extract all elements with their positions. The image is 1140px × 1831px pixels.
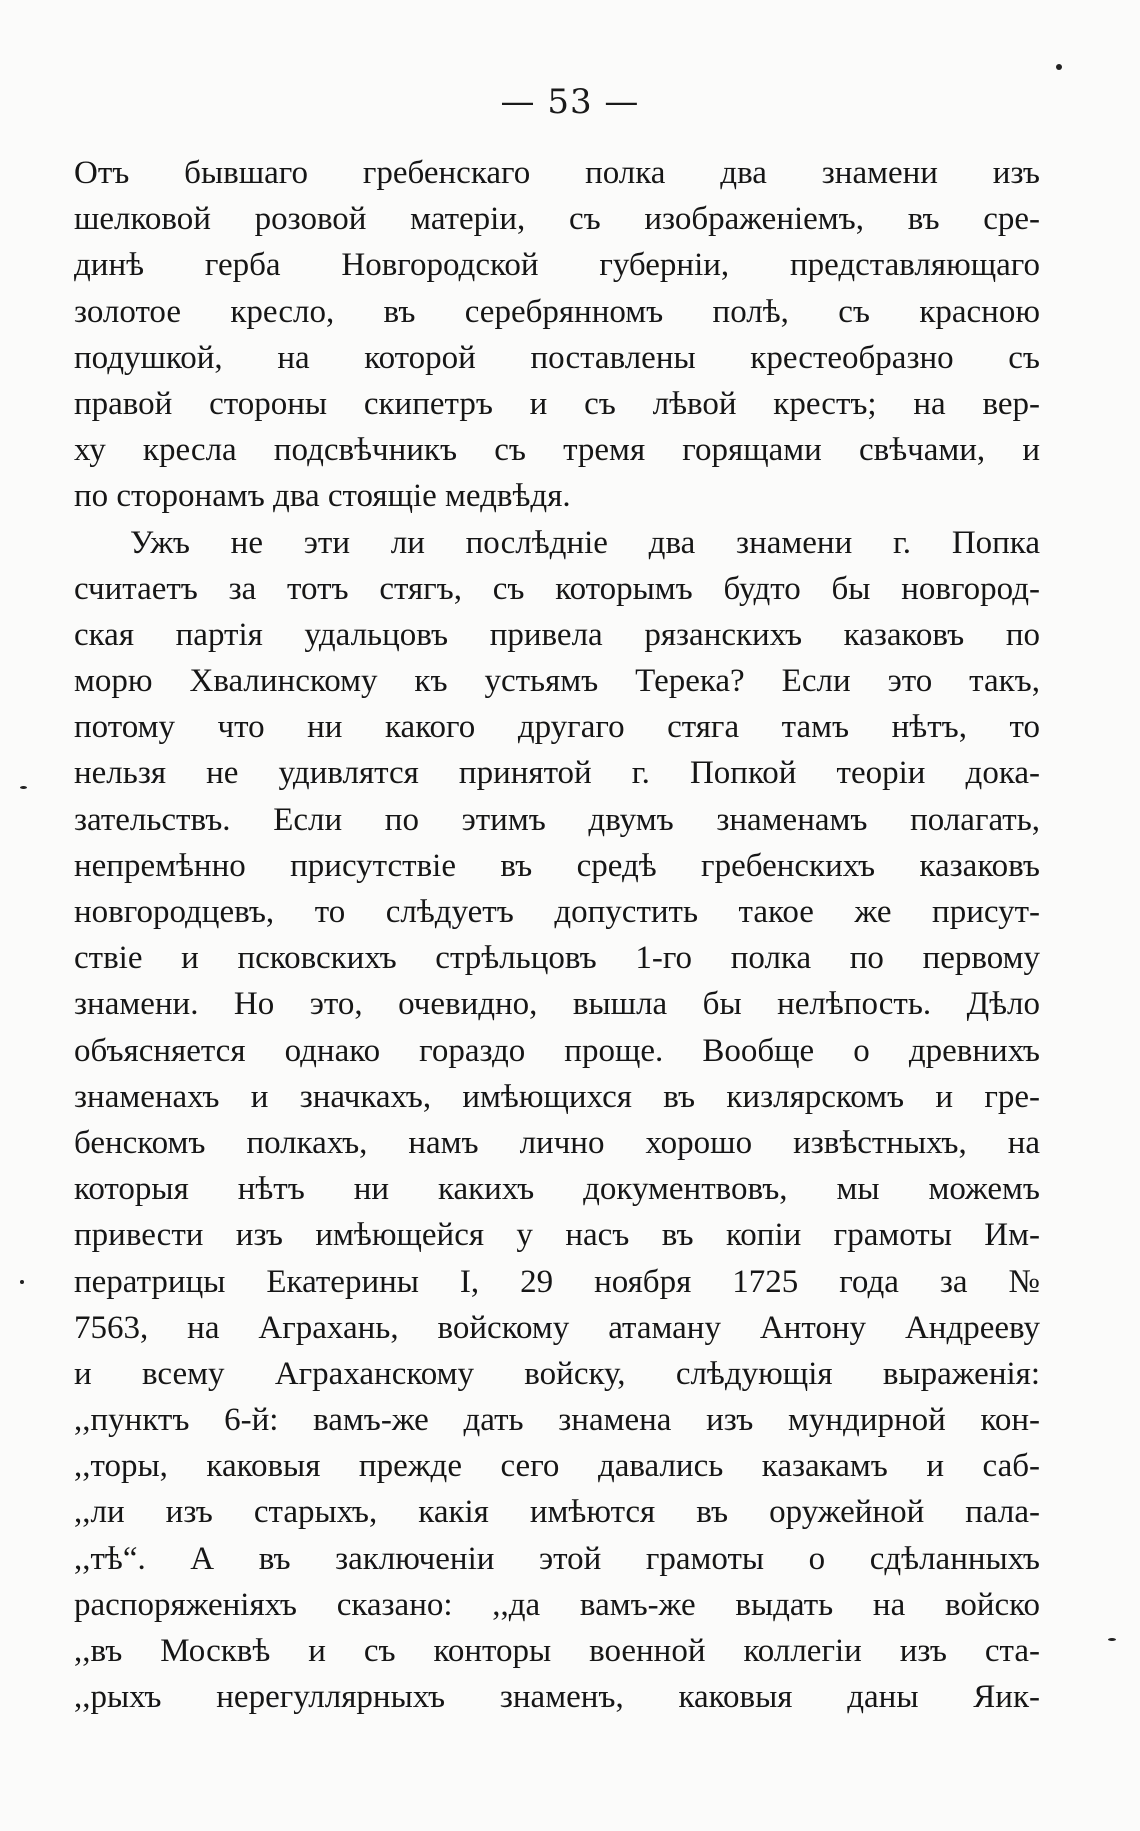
text-line: подушкой, на которой поставлены крестеобразно съ xyxy=(74,339,1040,376)
text-line: ,,ли изъ старыхъ, какія имѣются въ оружейной пала- xyxy=(74,1494,1040,1531)
text-line: и всему Аграханскому войску, слѣдующія выраженія: xyxy=(74,1355,1040,1392)
text-line: динѣ герба Новгородской губерніи, представляющаго xyxy=(74,247,1040,284)
text-line: которыя нѣтъ ни какихъ документвовъ, мы можемъ xyxy=(74,1171,1040,1208)
text-line: шелковой розовой матеріи, съ изображеніемъ, въ сре- xyxy=(74,201,1040,238)
print-speck xyxy=(1108,1638,1116,1641)
print-speck xyxy=(20,786,27,789)
text-line: знаменахъ и значкахъ, имѣющихся въ кизлярскомъ и гре- xyxy=(74,1078,1040,1115)
text-line: новгородцевъ, то слѣдуетъ допустить такое же присут- xyxy=(74,894,1040,930)
text-line: зательствъ. Если по этимъ двумъ знаменамъ полагать, xyxy=(74,801,1040,838)
text-line: непремѣнно присутствіе въ средѣ гребенскихъ казаковъ xyxy=(74,847,1040,884)
text-line: Ужъ не эти ли послѣдніе два знамени г. Попка xyxy=(130,524,1040,561)
print-speck xyxy=(1056,64,1062,70)
text-line: распоряженіяхъ сказано: ,,да вамъ-же выдать на войско xyxy=(74,1586,1040,1623)
text-line: ствіе и псковскихъ стрѣльцовъ 1-го полка по первому xyxy=(74,940,1040,977)
print-speck xyxy=(20,1280,24,1284)
text-line: золотое кресло, въ серебрянномъ полѣ, съ красною xyxy=(74,293,1040,330)
text-line: ператрицы Екатерины I, 29 ноября 1725 года за № xyxy=(74,1263,1040,1300)
text-line: морю Хвалинскому къ устьямъ Терека? Если это такъ, xyxy=(74,663,1040,700)
text-line: объясняется однако гораздо проще. Вообще о древнихъ xyxy=(74,1032,1040,1069)
text-line: ху кресла подсвѣчникъ съ тремя горящами свѣчами, и xyxy=(74,432,1040,469)
text-line: бенскомъ полкахъ, намъ лично хорошо извѣстныхъ, на xyxy=(74,1124,1040,1161)
text-line: ,,торы, каковыя прежде сего давались казакамъ и саб- xyxy=(74,1448,1040,1485)
page-number: — 53 — xyxy=(500,82,640,122)
text-line: знамени. Но это, очевидно, вышла бы нелѣпость. Дѣло xyxy=(74,986,1040,1023)
text-line: ская партія удальцовъ привела рязанскихъ казаковъ по xyxy=(74,616,1040,653)
text-line: потому что ни какого другаго стяга тамъ нѣтъ, то xyxy=(74,709,1040,746)
text-line: 7563, на Аграхань, войскому атаману Антону Андрееву xyxy=(74,1309,1040,1346)
text-line: правой стороны скипетръ и съ лѣвой крестъ; на вер- xyxy=(74,385,1040,422)
text-line: считаетъ за тотъ стягъ, съ которымъ будто бы новгород- xyxy=(74,570,1040,607)
text-line: Отъ бывшаго гребенскаго полка два знамени изъ xyxy=(74,155,1040,191)
text-line: ,,рыхъ нерегуллярныхъ знаменъ, каковыя даны Яик- xyxy=(74,1679,1040,1716)
text-line: ,,въ Москвѣ и съ конторы военной коллегіи изъ ста- xyxy=(74,1633,1040,1669)
text-line: нельзя не удивлятся принятой г. Попкой теоріи дока- xyxy=(74,755,1040,792)
text-line: ,,пунктъ 6-й: вамъ-же дать знамена изъ мундирной кон- xyxy=(74,1402,1040,1439)
text-line: ,,тѣ“. А въ заключеніи этой грамоты о сдѣланныхъ xyxy=(74,1540,1040,1577)
body-text xyxy=(74,150,1040,1720)
text-line: привести изъ имѣющейся у насъ въ копіи грамоты Им- xyxy=(74,1217,1040,1254)
text-line: по сторонамъ два стоящіе медвѣдя. xyxy=(74,478,571,515)
